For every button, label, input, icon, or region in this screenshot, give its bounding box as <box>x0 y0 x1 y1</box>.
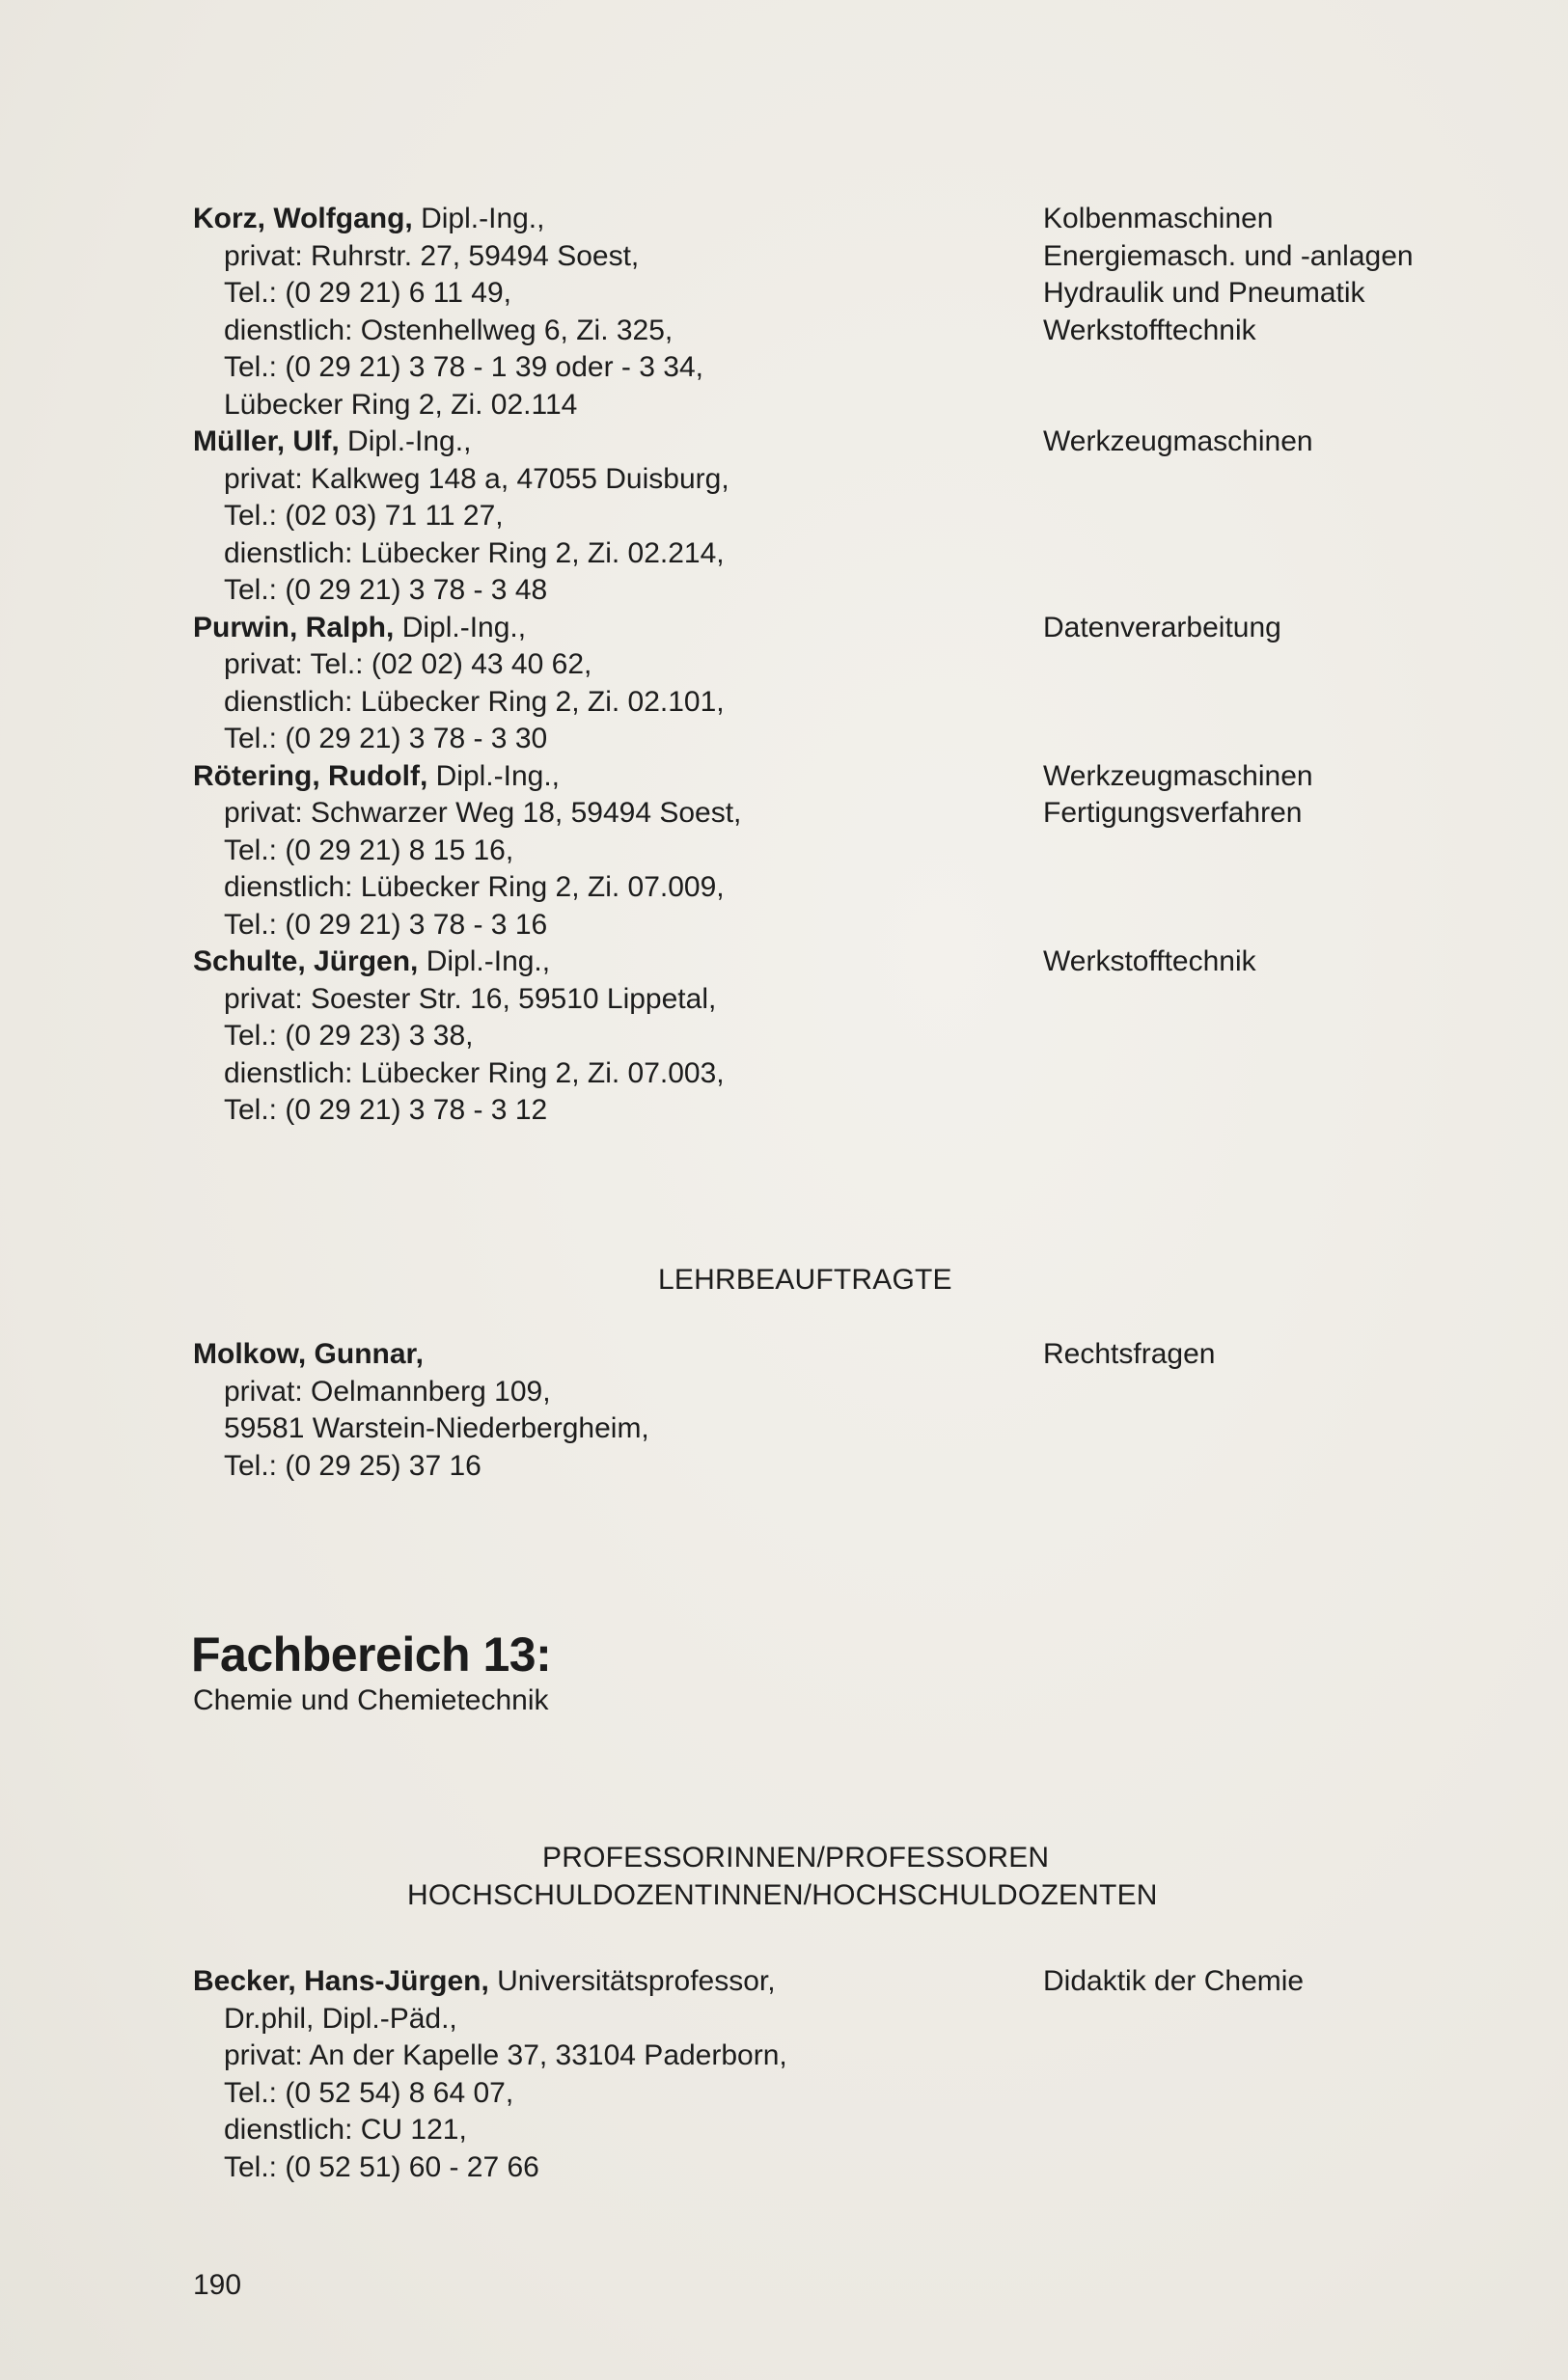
subject-list <box>1043 424 1313 461</box>
entry-line: Tel.: (0 29 23) 3 38, <box>224 1020 474 1052</box>
fachbereich-title: Fachbereich 13: <box>191 1628 552 1682</box>
entry-line: Dr.phil, Dipl.-Päd., <box>224 2002 457 2035</box>
entry-line: Tel.: (0 29 21) 6 11 49, <box>224 277 511 309</box>
subject-list <box>1043 1963 1304 2001</box>
entry-korz <box>193 201 1505 424</box>
entry-line: Tel.: (02 03) 71 11 27, <box>224 500 504 532</box>
entry-line: privat: An der Kapelle 37, 33104 Paderborn, <box>224 2039 787 2071</box>
section-heading-hochschuldozenten: HOCHSCHULDOZENTINNEN/HOCHSCHULDOZENTEN <box>407 1879 1158 1911</box>
entry-line: dienstlich: Lübecker Ring 2, Zi. 02.101, <box>224 685 725 718</box>
entry-line: Tel.: (0 29 21) 3 78 - 3 48 <box>224 574 548 606</box>
person-name: Rötering, Rudolf, <box>193 759 428 792</box>
person-title: Universitätsprofessor, <box>488 1965 776 1997</box>
entry-line: Tel.: (0 29 21) 3 78 - 3 12 <box>224 1094 548 1126</box>
entry-line: dienstlich: Lübecker Ring 2, Zi. 02.214, <box>224 536 725 569</box>
entry-schulte <box>193 944 1505 1130</box>
entry-line: privat: Schwarzer Weg 18, 59494 Soest, <box>224 797 742 829</box>
entry-line: Tel.: (0 52 51) 60 - 27 66 <box>224 2150 539 2183</box>
person-title: Dipl.-Ing., <box>418 945 551 977</box>
page-number: 190 <box>193 2269 242 2301</box>
person-title: Dipl.-Ing., <box>412 203 545 234</box>
subject: Werkstofftechnik <box>1043 314 1256 346</box>
entry-line: privat: Kalkweg 148 a, 47055 Duisburg, <box>224 462 729 495</box>
entry-mueller <box>193 424 1505 610</box>
entry-line: Tel.: (0 29 21) 3 78 - 3 30 <box>224 723 548 754</box>
entry-molkow <box>193 1336 1505 1485</box>
entry-line: dienstlich: Lübecker Ring 2, Zi. 07.003, <box>224 1056 725 1089</box>
subject-list <box>1043 610 1281 647</box>
entry-line: privat: Oelmannberg 109, <box>224 1375 551 1408</box>
entry-line: privat: Tel.: (02 02) 43 40 62, <box>224 648 592 680</box>
fachbereich-subtitle: Chemie und Chemietechnik <box>193 1684 549 1716</box>
person-name: Müller, Ulf, <box>193 425 340 457</box>
person-name: Purwin, Ralph, <box>193 611 395 643</box>
entry-line: 59581 Warstein-Niederbergheim, <box>224 1412 649 1444</box>
entries-fb13 <box>193 1963 1505 2186</box>
subject: Didaktik der Chemie <box>1043 1965 1305 1997</box>
entry-line: Tel.: (0 52 54) 8 64 07, <box>224 2076 514 2109</box>
person-name: Schulte, Jürgen, <box>193 945 419 977</box>
subject: Fertigungsverfahren <box>1043 797 1303 829</box>
person-name: Becker, Hans-Jürgen, <box>193 1965 489 1997</box>
section-heading-lehrbeauftragte: LEHRBEAUFTRAGTE <box>658 1264 952 1296</box>
subject: Rechtsfragen <box>1043 1338 1216 1370</box>
person-name: Korz, Wolfgang, <box>193 203 413 234</box>
entry-line: privat: Ruhrstr. 27, 59494 Soest, <box>224 239 640 272</box>
person-name: Molkow, Gunnar, <box>193 1338 424 1370</box>
subject-list <box>1043 1336 1215 1374</box>
subject-list <box>1043 758 1313 833</box>
section-heading-professoren: PROFESSORINNEN/PROFESSOREN <box>542 1842 1050 1874</box>
entries-top <box>193 201 1505 1130</box>
subject: Werkzeugmaschinen <box>1043 425 1313 457</box>
subject-list <box>1043 944 1256 981</box>
subject: Datenverarbeitung <box>1043 611 1281 643</box>
entry-line: dienstlich: Ostenhellweg 6, Zi. 325, <box>224 314 674 346</box>
entry-becker <box>193 1963 1505 2186</box>
entry-line: privat: Soester Str. 16, 59510 Lippetal, <box>224 982 717 1015</box>
entry-roetering <box>193 758 1505 944</box>
entry-line: Tel.: (0 29 21) 8 15 16, <box>224 834 514 866</box>
subject: Werkstofftechnik <box>1043 945 1256 977</box>
entry-line: Tel.: (0 29 21) 3 78 - 1 39 oder - 3 34, <box>224 351 703 383</box>
person-title: Dipl.-Ing., <box>427 759 561 792</box>
subject: Energiemasch. und -anlagen <box>1043 239 1414 272</box>
subject: Hydraulik und Pneumatik <box>1043 277 1365 309</box>
entry-line: dienstlich: CU 121, <box>224 2114 467 2146</box>
entry-line: Tel.: (0 29 25) 37 16 <box>224 1449 481 1482</box>
subject: Werkzeugmaschinen <box>1043 759 1313 792</box>
entries-lehrbeauftragte <box>193 1336 1505 1485</box>
person-title: Dipl.-Ing., <box>394 611 527 643</box>
person-title: Dipl.-Ing., <box>339 425 472 457</box>
entry-line: Tel.: (0 29 21) 3 78 - 3 16 <box>224 908 548 941</box>
entry-line: Lübecker Ring 2, Zi. 02.114 <box>224 388 578 421</box>
subject-list <box>1043 201 1414 349</box>
subject: Kolbenmaschinen <box>1043 203 1274 234</box>
entry-line: dienstlich: Lübecker Ring 2, Zi. 07.009, <box>224 871 725 903</box>
entry-purwin <box>193 610 1505 758</box>
